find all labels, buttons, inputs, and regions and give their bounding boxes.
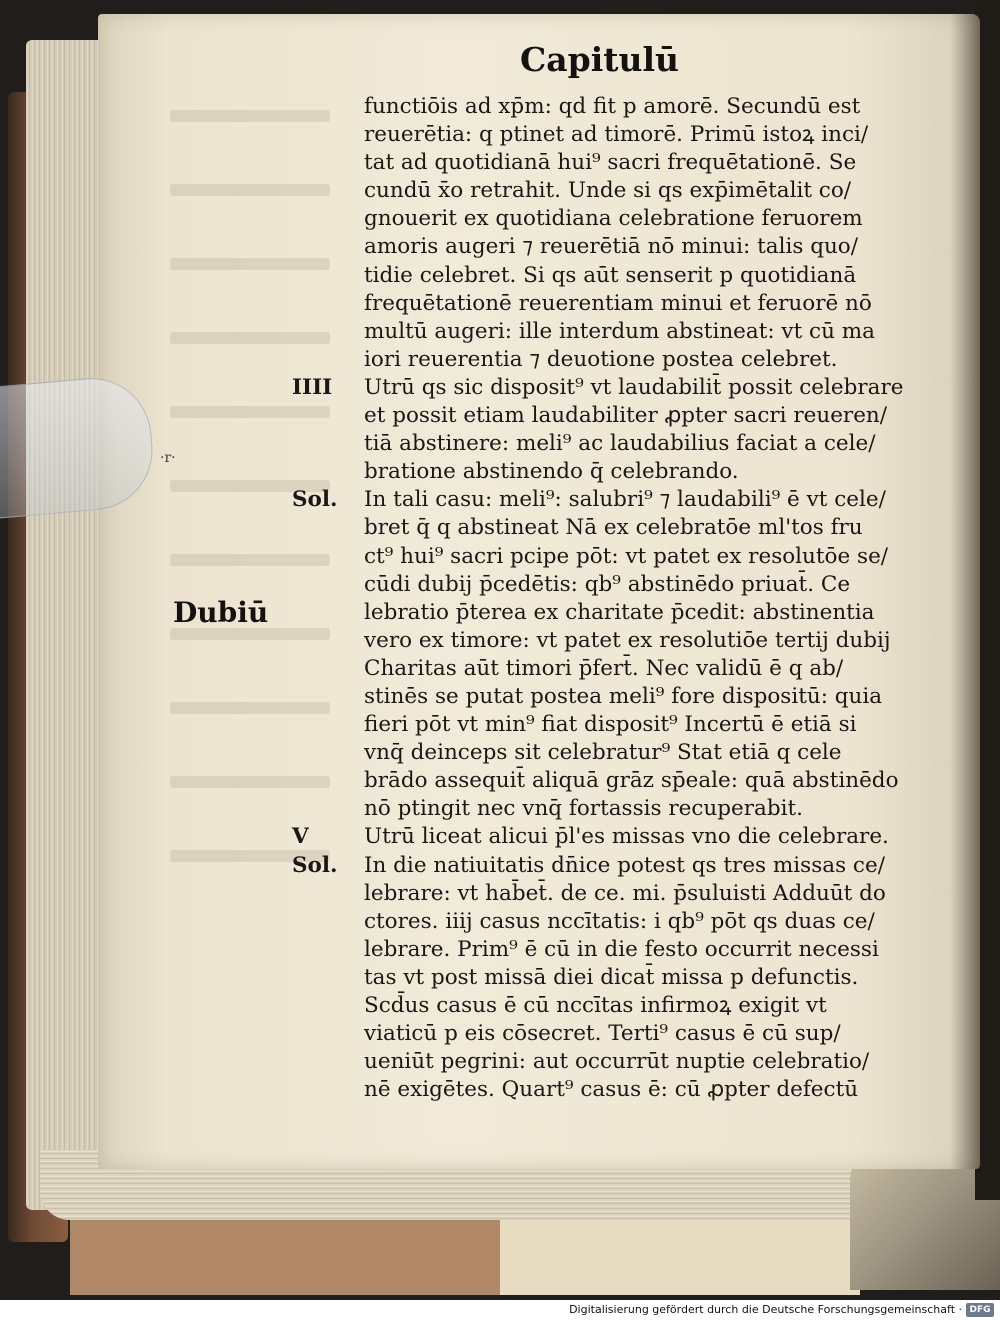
line-text: Charitas aūt timori p̄fert̄. Nec validū ē q ab/ — [364, 655, 844, 681]
line-label: IIII — [292, 374, 333, 400]
text-line — [292, 1076, 904, 1104]
text-line — [292, 683, 904, 711]
line-label — [292, 936, 364, 964]
line-text: lebrare. Prim⁹ ē cū in die festo occurrit necessi — [364, 936, 879, 962]
line-label — [292, 964, 364, 992]
page-gutter — [950, 14, 980, 1169]
text-line — [292, 739, 904, 767]
line-text: reuerētia: q ptinet ad timorē. Primū istoꝝ inci/ — [364, 122, 869, 148]
line-label — [292, 290, 364, 318]
line-text: tidie celebret. Si qs aūt senserit p quotidianā — [364, 262, 857, 288]
line-text: In die natiuitatis dn̄ice potest qs tres missas ce/ — [364, 852, 885, 878]
line-label — [292, 458, 364, 486]
line-label — [292, 599, 364, 627]
text-line — [292, 823, 904, 851]
text-line — [292, 149, 904, 177]
line-label — [292, 795, 364, 823]
line-text: In tali casu: meli⁹: salubri⁹ ⁊ laudabili⁹ ē vt cele/ — [364, 487, 886, 513]
line-label — [292, 1048, 364, 1076]
line-label — [292, 767, 364, 795]
line-text: stinēs se putat postea meli⁹ fore dispositū: quia — [364, 683, 883, 709]
line-text: vnq̄ deinceps sit celebratur⁹ Stat etiā q cele — [364, 740, 842, 766]
digitization-credit: Digitalisierung gefördert durch die Deutsche Forschungsgemeinschaft · — [569, 1303, 962, 1316]
line-label — [292, 121, 364, 149]
text-line — [292, 795, 904, 823]
line-text: nō ptingit nec vnq̄ fortassis recuperabit. — [364, 796, 803, 822]
line-text: ueniūt pegrini: aut occurrūt nuptie celebratio/ — [364, 1049, 870, 1075]
line-label — [292, 908, 364, 936]
line-text: amoris augeri ⁊ reuerētiā nō minui: talis quo/ — [364, 234, 858, 260]
text-line — [292, 711, 904, 739]
line-label — [292, 430, 364, 458]
line-text: brādo assequit̄ aliquā grāz sp̄eale: quā abstinēdo — [364, 768, 899, 794]
line-text: viaticū p eis cōsecret. Terti⁹ casus ē cū sup/ — [364, 1021, 841, 1047]
text-line — [292, 543, 904, 571]
main-text-block — [292, 93, 904, 1104]
line-label — [292, 739, 364, 767]
line-text: lebratio p̄terea ex charitate p̄cedit: abstinentia — [364, 599, 875, 625]
line-text: ct⁹ hui⁹ sacri pcipe pōt: vt patet ex resolutōe se/ — [364, 543, 889, 569]
line-text: cundū x̄o retrahit. Unde si qs exp̄imētalit co/ — [364, 178, 852, 204]
line-text: frequētationē reuerentiam minui et feruorē nō — [364, 290, 872, 316]
line-label — [292, 346, 364, 374]
line-text: Utrū liceat alicui p̄l'es missas vno die celebrare. — [364, 824, 889, 850]
line-text: tas vt post missā diei dicat̄ missa p defunctis. — [364, 964, 859, 990]
line-text: fieri pōt vt min⁹ fiat disposit⁹ Incertū ē etiā si — [364, 712, 857, 738]
text-line — [292, 599, 904, 627]
line-text: bret q̄ q abstineat Nā ex celebratōe ml'tos fru — [364, 515, 863, 541]
line-text: iori reuerentia ⁊ deuotione postea celebret. — [364, 346, 838, 372]
text-line — [292, 458, 904, 486]
line-text: lebrare: vt hab̄et̄. de ce. mi. p̄suluisti Adduūt do — [364, 880, 886, 906]
page-title: Capitulū — [520, 40, 680, 79]
text-line — [292, 486, 904, 514]
text-line — [292, 402, 904, 430]
line-text: et possit etiam laudabiliter ꝓpter sacri reueren/ — [364, 403, 888, 429]
line-text: multū augeri: ille interdum abstineat: vt cū ma — [364, 318, 875, 344]
text-line — [292, 655, 904, 683]
text-line — [292, 205, 904, 233]
line-text: gnouerit ex quotidiana celebratione feruorem — [364, 206, 863, 232]
line-text: tiā abstinere: meli⁹ ac laudabilius faciat a cele/ — [364, 431, 876, 457]
line-label — [292, 1076, 364, 1104]
line-label: V — [292, 824, 309, 850]
text-line — [292, 571, 904, 599]
text-line — [292, 121, 904, 149]
line-text: bratione abstinendo q̄ celebrando. — [364, 459, 739, 485]
text-line — [292, 290, 904, 318]
line-label — [292, 318, 364, 346]
line-label — [292, 543, 364, 571]
text-line — [292, 177, 904, 205]
text-line — [292, 318, 904, 346]
line-label — [292, 992, 364, 1020]
line-label — [292, 514, 364, 542]
text-line — [292, 880, 904, 908]
line-label — [292, 627, 364, 655]
text-line — [292, 233, 904, 261]
line-label — [292, 149, 364, 177]
line-label — [292, 571, 364, 599]
dfg-logo-icon: DFG — [966, 1303, 994, 1317]
text-line — [292, 374, 904, 402]
text-line — [292, 514, 904, 542]
line-label — [292, 233, 364, 261]
line-text: vero ex timore: vt patet ex resolutiōe tertij dubij — [364, 627, 891, 653]
text-line — [292, 908, 904, 936]
margin-mark: ·r· — [160, 450, 176, 466]
footer-bar — [0, 1300, 1000, 1321]
text-line — [292, 936, 904, 964]
text-line — [292, 430, 904, 458]
line-text: Scd̄us casus ē cū nccītas infirmoꝝ exigit vt — [364, 993, 827, 1018]
text-line — [292, 1048, 904, 1076]
line-label: Sol. — [292, 487, 338, 513]
line-label: Sol. — [292, 852, 338, 878]
text-line — [292, 93, 904, 121]
line-text: Utrū qs sic disposit⁹ vt laudabilit̄ possit celebrare — [364, 374, 904, 400]
line-text: tat ad quotidianā hui⁹ sacri frequētationē. Se — [364, 150, 857, 176]
line-label — [292, 1020, 364, 1048]
text-line — [292, 992, 904, 1020]
line-label — [292, 262, 364, 290]
text-line — [292, 964, 904, 992]
line-label — [292, 402, 364, 430]
text-line — [292, 262, 904, 290]
line-text: nē exigētes. Quart⁹ casus ē: cū ꝓpter defectū — [364, 1077, 859, 1103]
line-label — [292, 711, 364, 739]
text-line — [292, 852, 904, 880]
line-label — [292, 177, 364, 205]
text-line — [292, 346, 904, 374]
book-base — [70, 1215, 510, 1295]
line-text: ctores. iiij casus nccītatis: i qb⁹ pōt qs duas ce/ — [364, 908, 875, 934]
line-label — [292, 880, 364, 908]
line-label — [292, 655, 364, 683]
line-text: cūdi dubij p̄cedētis: qb⁹ abstinēdo priuat̄. Ce — [364, 571, 851, 597]
text-line — [292, 767, 904, 795]
line-label — [292, 93, 364, 121]
text-line — [292, 1020, 904, 1048]
text-line — [292, 627, 904, 655]
line-label — [292, 683, 364, 711]
line-label — [292, 205, 364, 233]
margin-note-dubium: Dubiū — [173, 596, 269, 629]
line-text: functiōis ad xp̄m: qd fit p amorē. Secundū est — [364, 94, 861, 119]
